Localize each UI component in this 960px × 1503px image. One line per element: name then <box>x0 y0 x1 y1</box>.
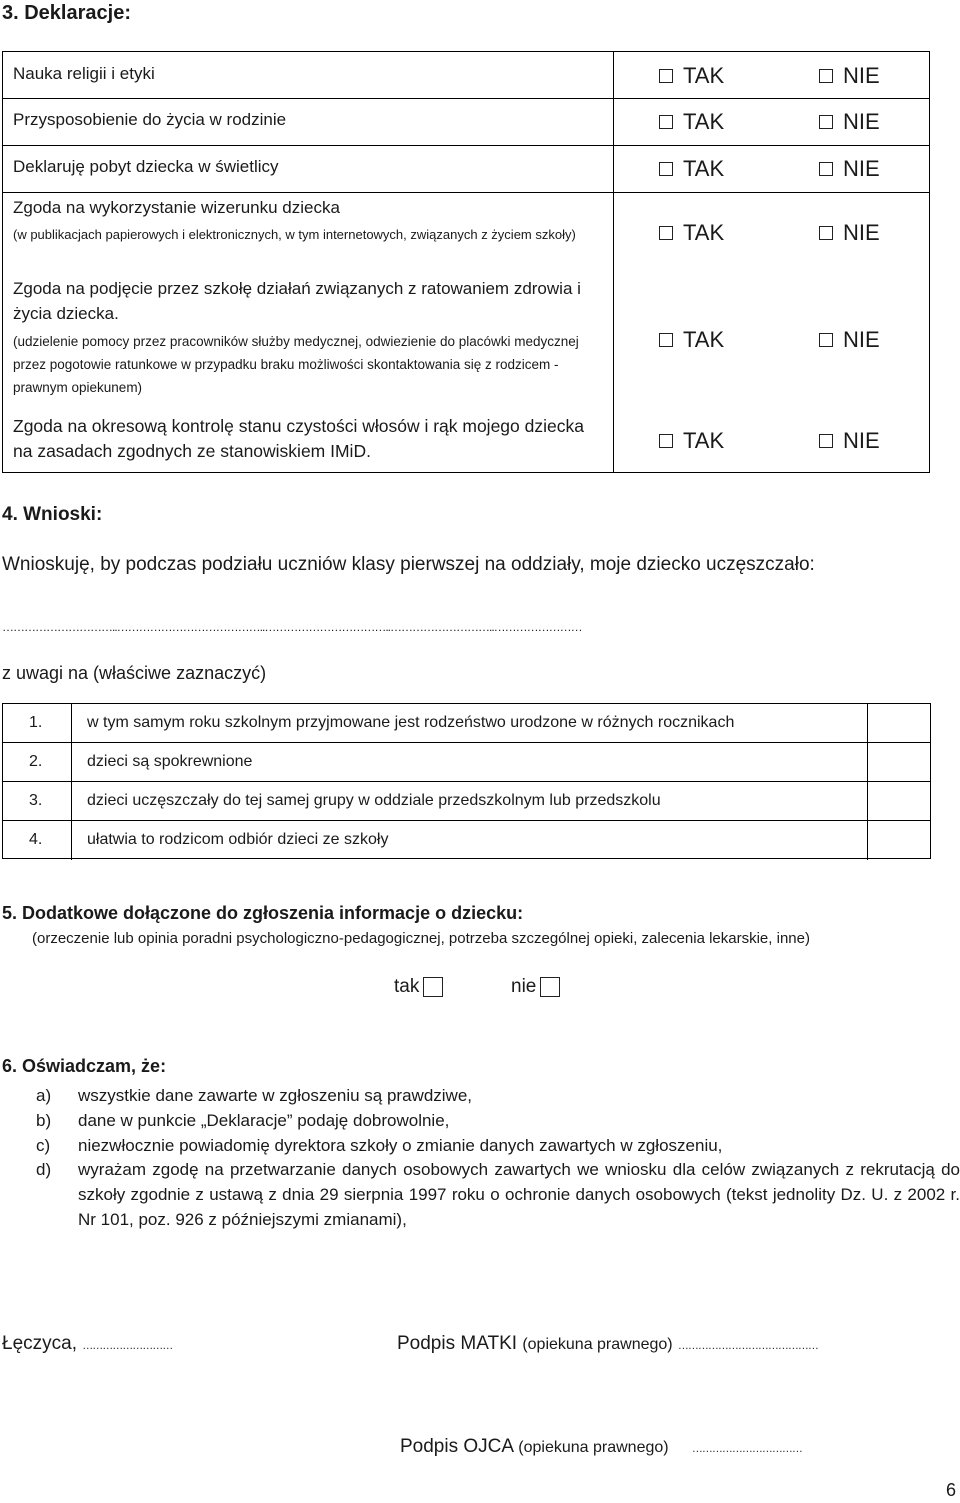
mother-signature-label: Podpis MATKI <box>397 1333 518 1354</box>
mother-signature-line[interactable] <box>397 1333 818 1355</box>
class-request-answer-line[interactable]: …………………………..…………………………………..……………………………..………………………..…………………… <box>2 620 582 634</box>
section-5-title: 5. Dodatkowe dołączone do zgłoszenia informacje o dziecku: <box>2 903 524 923</box>
reason-number: 1. <box>29 714 43 731</box>
section-3-title: 3. Deklaracje: <box>2 2 131 24</box>
extra-info-no[interactable] <box>511 976 560 998</box>
checkbox-icon[interactable] <box>659 434 673 448</box>
reason-row[interactable] <box>3 821 930 860</box>
checkbox-icon[interactable] <box>819 69 833 83</box>
section-5-subtitle: (orzeczenie lub opinia poradni psychologiczno-pedagogicznej, potrzeba szczególnej opieki, zalecenia lekarskie, inne) <box>32 930 810 947</box>
checkbox-icon[interactable] <box>819 434 833 448</box>
extra-info-yes-label: tak <box>394 976 420 997</box>
decl-row-family-life-no[interactable]: NIE <box>819 109 880 135</box>
decl-row-image-consent-yes[interactable]: TAK <box>659 220 724 246</box>
checkbox-icon[interactable] <box>659 333 673 347</box>
mother-signature-note: (opiekuna prawnego) <box>522 1336 673 1353</box>
checkbox-icon[interactable] <box>659 226 673 240</box>
decl-row-religion-no[interactable]: NIE <box>819 63 880 89</box>
decl-row-image-consent-no[interactable]: NIE <box>819 220 880 246</box>
reason-text: ułatwia to rodzicom odbiór dzieci ze szkoły <box>87 831 389 848</box>
decl-row-family-life-yes[interactable]: TAK <box>659 109 724 135</box>
decl-row-religion-yes[interactable]: TAK <box>659 63 724 89</box>
reason-text: w tym samym roku szkolnym przyjmowane jest rodzeństwo urodzone w różnych rocznikach <box>87 714 735 731</box>
checkbox-icon[interactable] <box>819 226 833 240</box>
reason-row[interactable] <box>3 743 930 782</box>
checkbox-icon[interactable] <box>819 333 833 347</box>
place-label: Łęczyca, <box>2 1333 77 1354</box>
class-request-text: Wnioskuję, by podczas podziału uczniów klasy pierwszej na oddziały, moje dziecko uczęszczało: <box>2 554 815 575</box>
checkbox-icon[interactable] <box>659 69 673 83</box>
decl-row-family-life: Przysposobienie do życia w rodzinie <box>13 110 287 129</box>
date-field[interactable]: ……………………… <box>82 1340 173 1352</box>
decl-row-image-consent-note: (w publikacjach papierowych i elektronicznych, w tym internetowych, związanych z życiem szkoły) <box>13 227 576 242</box>
decl-row-medical-consent-yes[interactable]: TAK <box>659 327 724 353</box>
extra-info-no-label: nie <box>511 976 537 997</box>
decl-row-medical-consent: Zgoda na podjęcie przez szkołę działań związanych z ratowaniem zdrowia i życia dziecka. <box>13 279 581 323</box>
reasons-table <box>2 703 931 859</box>
father-signature-note: (opiekuna prawnego) <box>518 1439 669 1456</box>
checkbox-icon[interactable] <box>819 115 833 129</box>
father-signature-field[interactable]: …………………………… <box>691 1443 802 1455</box>
reason-row[interactable] <box>3 704 930 743</box>
father-signature-line[interactable] <box>400 1436 802 1458</box>
decl-row-common-room-no[interactable]: NIE <box>819 156 880 182</box>
reason-label: z uwagi na (właściwe zaznaczyć) <box>2 663 267 683</box>
section-4-title: 4. Wnioski: <box>2 504 103 525</box>
decl-row-religion: Nauka religii i etyki <box>13 64 155 83</box>
decl-row-hygiene-check-yes[interactable]: TAK <box>659 428 724 454</box>
checkbox-icon[interactable] <box>819 162 833 176</box>
reason-row[interactable] <box>3 782 930 821</box>
reason-text: dzieci są spokrewnione <box>87 753 253 770</box>
section-6-title: 6. Oświadczam, że: <box>2 1056 167 1076</box>
reason-text: dzieci uczęszczały do tej samej grupy w oddziale przedszkolnym lub przedszkolu <box>87 792 661 809</box>
decl-row-medical-consent-note: (udzielenie pomocy przez pracowników służby medycznej, odwiezienie do placówki medycznej przez pogotowie ratunkowe w przypadku braku możliwości skontaktowania się z rodzicem - prawnym opiekunem) <box>13 334 579 395</box>
extra-info-yes[interactable] <box>394 976 443 998</box>
reason-number: 4. <box>29 831 43 848</box>
declarations-table <box>2 51 930 473</box>
decl-row-medical-consent-no[interactable]: NIE <box>819 327 880 353</box>
father-signature-label: Podpis OJCA <box>400 1436 513 1457</box>
checkbox-icon[interactable] <box>540 977 560 997</box>
checkbox-icon[interactable] <box>423 977 443 997</box>
decl-row-hygiene-check: Zgoda na okresową kontrolę stanu czystości włosów i rąk mojego dziecka na zasadach zgodnych ze stanowiskiem IMiD. <box>13 416 584 461</box>
decl-row-image-consent: Zgoda na wykorzystanie wizerunku dziecka <box>13 198 340 217</box>
checkbox-icon[interactable] <box>659 115 673 129</box>
reason-number: 2. <box>29 753 43 770</box>
mother-signature-field[interactable]: …………………………………… <box>677 1340 818 1352</box>
decl-row-hygiene-check-no[interactable]: NIE <box>819 428 880 454</box>
reason-number: 3. <box>29 792 43 809</box>
decl-row-common-room-yes[interactable]: TAK <box>659 156 724 182</box>
checkbox-icon[interactable] <box>659 162 673 176</box>
place-date-line[interactable] <box>2 1333 172 1355</box>
page-number: 6 <box>946 1480 957 1500</box>
decl-row-common-room: Deklaruję pobyt dziecka w świetlicy <box>13 157 279 176</box>
